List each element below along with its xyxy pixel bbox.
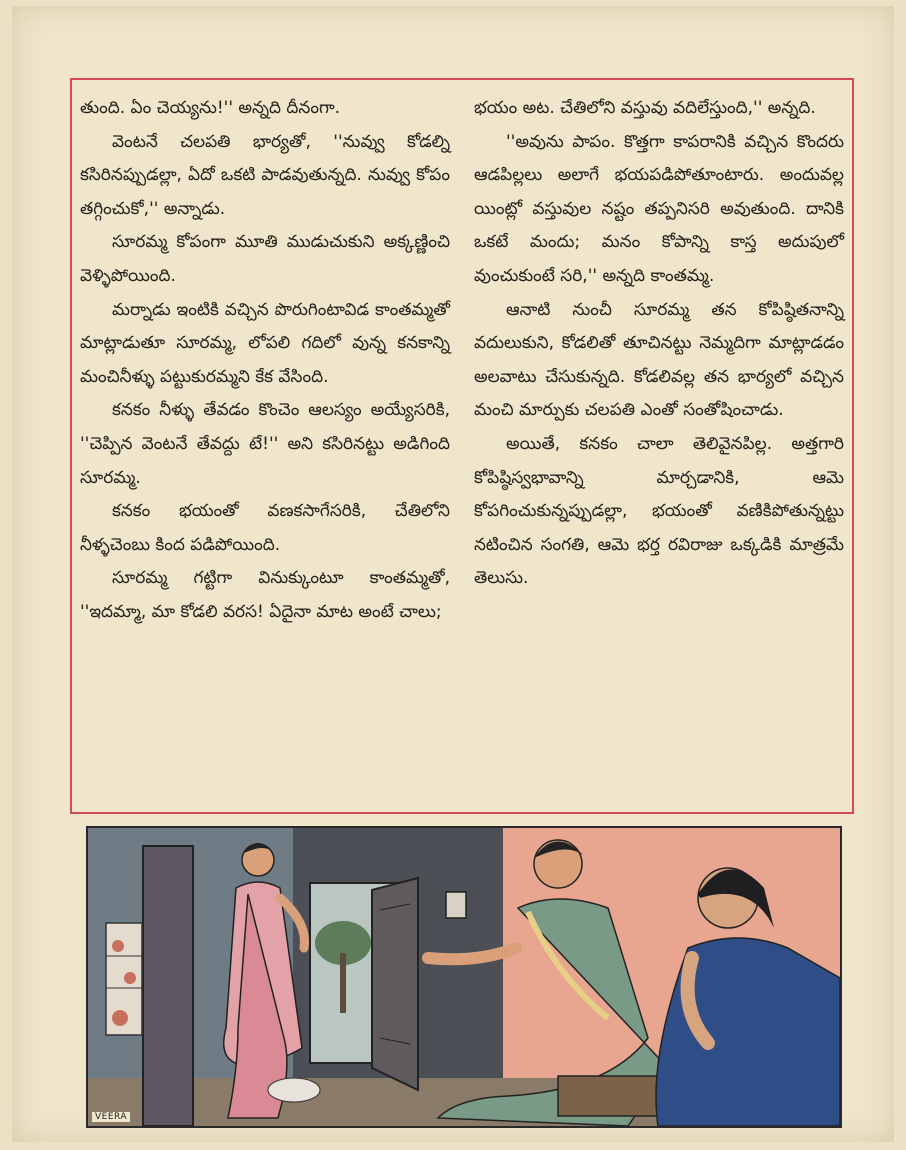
paragraph: ఆనాటి నుంచీ సూరమ్మ తన కోపిష్ఠితనాన్ని వదులుకుని, కోడలితో తూచినట్టు నెమ్మదిగా మాట్లాడడం అలవాటు చేసుకున్నది. కోడలివల్ల తన భార్యలో వచ్చిన మంచి మార్పుకు చలపతి ఎంతో సంతోషించాడు. (474, 299, 844, 421)
illustration-art (88, 828, 840, 1126)
paragraph: భయం అట. చేతిలోని వస్తువు వదిలేస్తుంది,'' అన్నది. (474, 98, 816, 118)
paragraph: కనకం నీళ్ళు తేవడం కొంచెం ఆలస్యం అయ్యేసరికి, ''చెప్పిన వెంటనే తేవద్దు టే!'' అని కసిరినట్టు అడిగింది సూరమ్మ. (80, 400, 450, 488)
artist-signature: VEERA (92, 1112, 130, 1122)
paragraph: మర్నాడు ఇంటికి వచ్చిన పొరుగింటావిడ కాంతమ్మతో మాట్లాడుతూ సూరమ్మ, లోపలి గదిలో వున్న కనకాన్ని మంచినీళ్ళు పట్టుకురమ్మని కేక వేసింది. (80, 299, 450, 387)
left-column (80, 92, 450, 630)
paragraph: ''అవును పాపం. కొత్తగా కాపరానికి వచ్చిన కొందరు ఆడపిల్లలు అలాగే భయపడిపోతూంటారు. అందువల్ల యింట్లో వస్తువుల నష్టం తప్పనిసరి అవుతుంది. దానికి ఒకటే మందు; మనం కోపాన్ని కాస్త అదుపులో వుంచుకుంటే సరి,'' అన్నది కాంతమ్మ. (474, 131, 844, 286)
story-illustration (86, 826, 842, 1128)
paragraph: కనకం భయంతో వణకసాగేసరికి, చేతిలోని నీళ్ళచెంబు కింద పడిపోయింది. (80, 501, 450, 555)
paragraph: సూరమ్మ కోపంగా మూతి ముడుచుకుని అక్కణ్ణించి వెళ్ళిపోయింది. (80, 232, 450, 286)
paragraph: తుంది. ఏం చెయ్యను!'' అన్నది దీనంగా. (80, 98, 341, 118)
paragraph: వెంటనే చలపతి భార్యతో, ''నువ్వు కోడల్ని కసిరినప్పుడల్లా, ఏదో ఒకటి పాడవుతున్నది. నువ్వు కోపం తగ్గించుకో,'' అన్నాడు. (80, 131, 450, 219)
right-column (474, 92, 844, 596)
paragraph: సూరమ్మ గట్టిగా వినుక్కుంటూ కాంతమ్మతో, ''ఇదమ్మా, మా కోడలి వరస! ఏదైనా మాట అంటే చాలు; (80, 568, 450, 622)
paragraph: అయితే, కనకం చాలా తెలివైనపిల్ల. అత్తగారి కోపిష్ఠిస్వభావాన్ని మార్చడానికి, ఆమె కోపగించుకున్నప్పుడల్లా, భయంతో వణికిపోతున్నట్టు నటించిన సంగతి, ఆమె భర్త రవిరాజు ఒక్కడికి మాత్రమే తెలుసు. (474, 433, 844, 589)
